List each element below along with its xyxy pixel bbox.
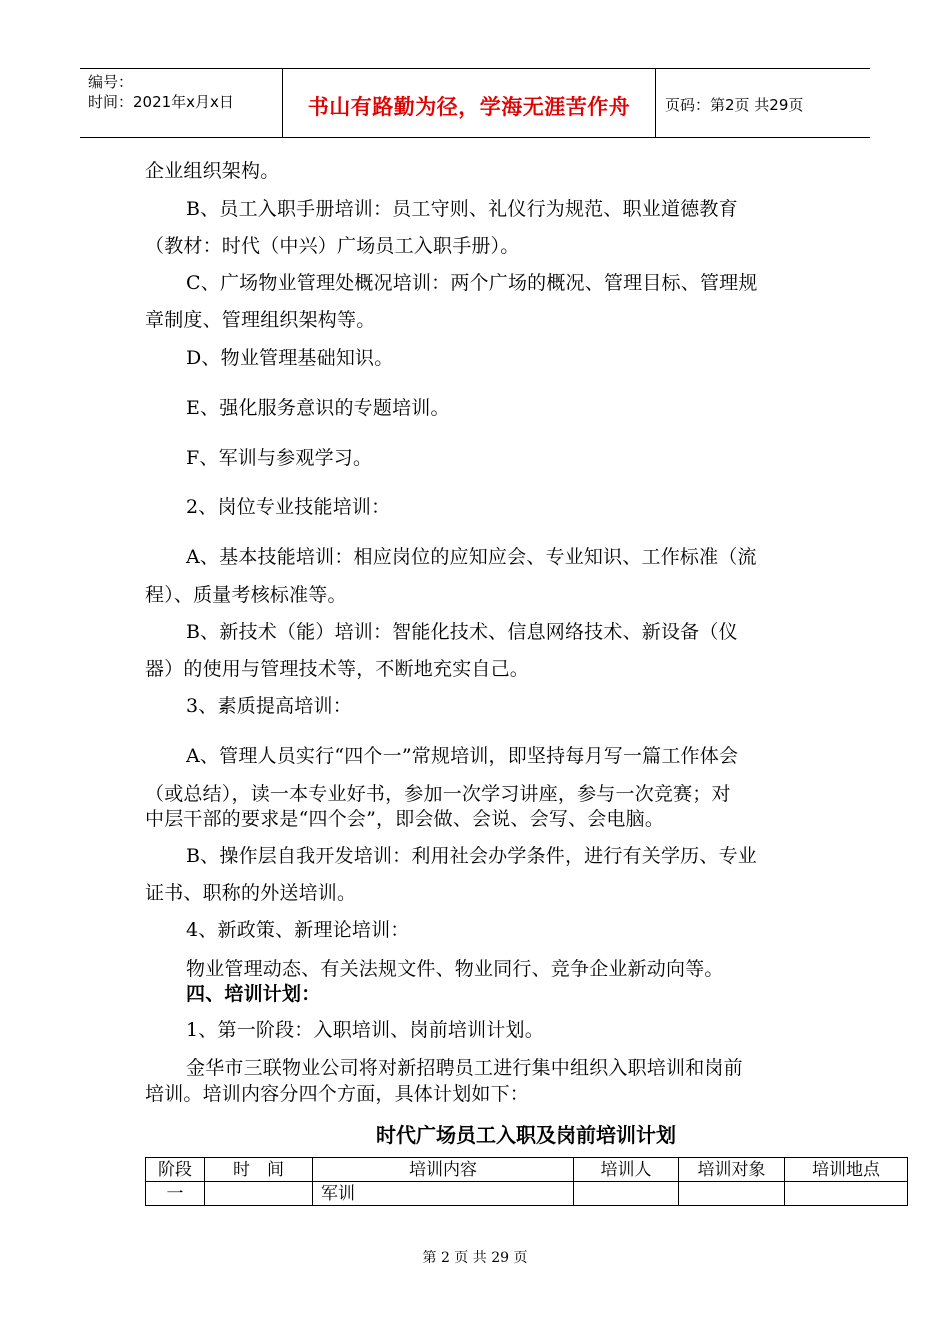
header-page-cell bbox=[655, 69, 870, 137]
table-cell bbox=[679, 1182, 785, 1206]
column-header: 时 间 bbox=[205, 1158, 313, 1182]
paragraph-line: B、员工入职手册培训：员工守则、礼仪行为规范、职业道德教育 bbox=[186, 198, 738, 220]
header-page-info: 页码：第2页 共29页 bbox=[665, 96, 804, 114]
paragraph-line: F、军训与参观学习。 bbox=[186, 447, 373, 469]
paragraph-line: 3、素质提高培训： bbox=[186, 695, 352, 717]
paragraph-line: 章制度、管理组织架构等。 bbox=[145, 309, 376, 331]
document-date: 时间：2021年x月x日 bbox=[88, 93, 234, 111]
training-plan-table bbox=[145, 1157, 908, 1206]
paragraph-line: 企业组织架构。 bbox=[145, 160, 280, 182]
table-cell: 军训 bbox=[313, 1182, 574, 1206]
table-cell bbox=[785, 1182, 908, 1206]
table-title: 时代广场员工入职及岗前培训计划 bbox=[376, 1123, 676, 1147]
header-meta-cell bbox=[80, 69, 282, 137]
header-motto-cell bbox=[282, 69, 656, 137]
column-header: 培训对象 bbox=[679, 1158, 785, 1182]
paragraph-line: 4、新政策、新理论培训： bbox=[186, 919, 410, 941]
paragraph-line: （或总结），读一本专业好书，参加一次学习讲座，参与一次竞赛；对 bbox=[145, 783, 731, 805]
paragraph-line: 中层干部的要求是“四个会”，即会做、会说、会写、会电脑。 bbox=[145, 808, 665, 830]
paragraph-line: 物业管理动态、有关法规文件、物业同行、竞争企业新动向等。 bbox=[186, 958, 724, 980]
document-number-label: 编号： bbox=[88, 73, 134, 91]
column-header: 培训人 bbox=[574, 1158, 679, 1182]
table-row bbox=[146, 1182, 908, 1206]
column-header: 阶段 bbox=[146, 1158, 205, 1182]
paragraph-line: 金华市三联物业公司将对新招聘员工进行集中组织入职培训和岗前 bbox=[186, 1057, 743, 1079]
column-header: 培训内容 bbox=[313, 1158, 574, 1182]
paragraph-line: B、操作层自我开发培训：利用社会办学条件，进行有关学历、专业 bbox=[186, 845, 757, 867]
page-header bbox=[80, 68, 870, 138]
paragraph-line: B、新技术（能）培训：智能化技术、信息网络技术、新设备（仪 bbox=[186, 621, 738, 643]
page-footer: 第 2 页 共 29 页 bbox=[422, 1250, 528, 1266]
table-cell: 一 bbox=[146, 1182, 205, 1206]
paragraph-line: 培训。培训内容分四个方面，具体计划如下： bbox=[145, 1083, 530, 1105]
paragraph-line: 1、第一阶段：入职培训、岗前培训计划。 bbox=[186, 1019, 544, 1041]
column-header: 培训地点 bbox=[785, 1158, 908, 1182]
paragraph-line: E、强化服务意识的专题培训。 bbox=[186, 397, 450, 419]
paragraph-line: A、管理人员实行“四个一”常规培训，即坚持每月写一篇工作体会 bbox=[186, 745, 739, 767]
paragraph-line: 器）的使用与管理技术等，不断地充实自己。 bbox=[145, 658, 530, 680]
table-cell bbox=[205, 1182, 313, 1206]
paragraph-line: （教材：时代（中兴）广场员工入职手册）。 bbox=[145, 235, 520, 257]
table-cell bbox=[574, 1182, 679, 1206]
paragraph-line: D、物业管理基础知识。 bbox=[186, 347, 394, 369]
header-motto: 书山有路勤为径，学海无涯苦作舟 bbox=[307, 95, 631, 119]
paragraph-line: 程）、质量考核标准等。 bbox=[145, 584, 347, 606]
paragraph-line: C、广场物业管理处概况培训：两个广场的概况、管理目标、管理规 bbox=[186, 272, 758, 294]
paragraph-line: 2、岗位专业技能培训： bbox=[186, 496, 391, 518]
paragraph-line: A、基本技能培训：相应岗位的应知应会、专业知识、工作标准（流 bbox=[186, 546, 757, 568]
table-header-row bbox=[146, 1158, 908, 1182]
section-heading: 四、培训计划： bbox=[186, 983, 321, 1005]
paragraph-line: 证书、职称的外送培训。 bbox=[145, 882, 357, 904]
